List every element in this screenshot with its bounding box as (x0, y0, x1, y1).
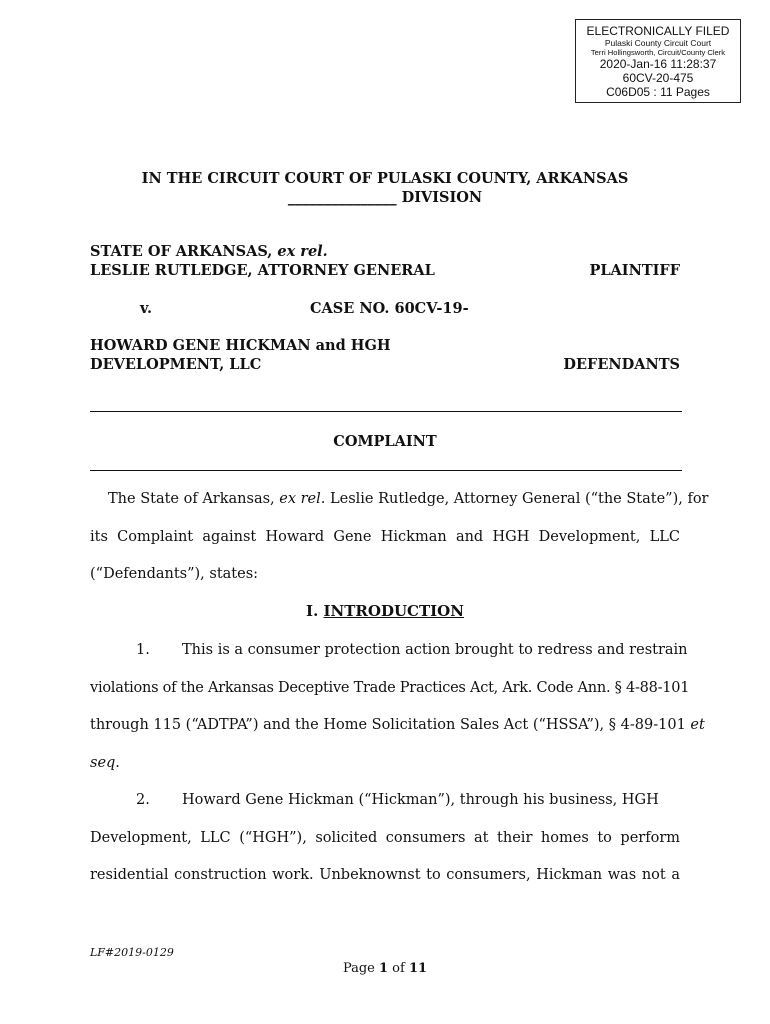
stamp-court: Pulaski County Circuit Court (604, 37, 712, 48)
plaintiff-ex-rel: ex rel. (277, 243, 328, 260)
stamp-case-number: 60CV-20-475 (622, 71, 694, 86)
stamp-clerk: Terri Hollingsworth, Circuit/County Clerk (590, 47, 726, 57)
paragraph-1-number: 1. (136, 642, 150, 658)
electronic-filing-stamp (575, 19, 741, 103)
intro-line-2: its Complaint against Howard Gene Hickman and HGH Development, LLC (90, 528, 680, 545)
stamp-title: ELECTRONICALLY FILED (586, 24, 730, 38)
bottom-rule (90, 470, 682, 471)
defendant-name-line2: DEVELOPMENT, LLC (90, 356, 262, 373)
plaintiff-name-line1 (90, 243, 328, 260)
division-heading: _______________ DIVISION (287, 189, 483, 206)
paragraph-1-line-1: 1. This is a consumer protection action brought to redress and restrain (90, 632, 680, 670)
intro-paragraph (90, 481, 709, 594)
document-title: COMPLAINT (333, 433, 437, 450)
stamp-pages: C06D05 : 11 Pages (606, 84, 710, 99)
plaintiff-name-line2: LESLIE RUTLEDGE, ATTORNEY GENERAL (90, 262, 435, 279)
paragraph-1-line-4: seq. (90, 754, 120, 771)
paragraph-2-line-1: 2. Howard Gene Hickman (“Hickman”), through his business, HGH (90, 782, 680, 820)
section-title: INTRODUCTION (323, 602, 464, 620)
versus: v. (140, 300, 153, 317)
plaintiff-state: STATE OF ARKANSAS, (90, 243, 278, 260)
page-number: Page 1 of 11 (342, 961, 428, 976)
intro-line-1: The State of Arkansas, ex rel. Leslie Rutledge, Attorney General (“the State”), for (108, 491, 709, 507)
paragraph-1-line-3: through 115 (“ADTPA”) and the Home Solicitation Sales Act (“HSSA”), § 4-89-101 et (90, 717, 705, 733)
paragraph-2-line-2: Development, LLC (“HGH”), solicited consumers at their homes to perform (90, 829, 680, 846)
paragraph-1 (90, 632, 705, 782)
court-heading: IN THE CIRCUIT COURT OF PULASKI COUNTY, ARKANSAS (141, 170, 629, 187)
section-heading (0, 602, 770, 620)
stamp-datetime: 2020-Jan-16 11:28:37 (599, 57, 717, 72)
plaintiff-label: PLAINTIFF (589, 262, 680, 279)
section-number: I. (306, 602, 319, 620)
top-rule (90, 411, 682, 412)
paragraph-1-line-2: violations of the Arkansas Deceptive Trade Practices Act, Ark. Code Ann. § 4-88-101 (90, 679, 690, 696)
paragraph-2-line-3: residential construction work. Unbeknownst to consumers, Hickman was not a (90, 867, 680, 883)
paragraph-2-number: 2. (136, 792, 150, 808)
intro-line-3: (“Defendants”), states: (90, 566, 259, 582)
file-number: LF#2019-0129 (90, 946, 174, 959)
defendant-name-line1: HOWARD GENE HICKMAN and HGH (90, 337, 391, 354)
case-number: CASE NO. 60CV-19- (310, 300, 469, 317)
paragraph-2 (90, 782, 680, 895)
defendant-label: DEFENDANTS (563, 356, 680, 373)
